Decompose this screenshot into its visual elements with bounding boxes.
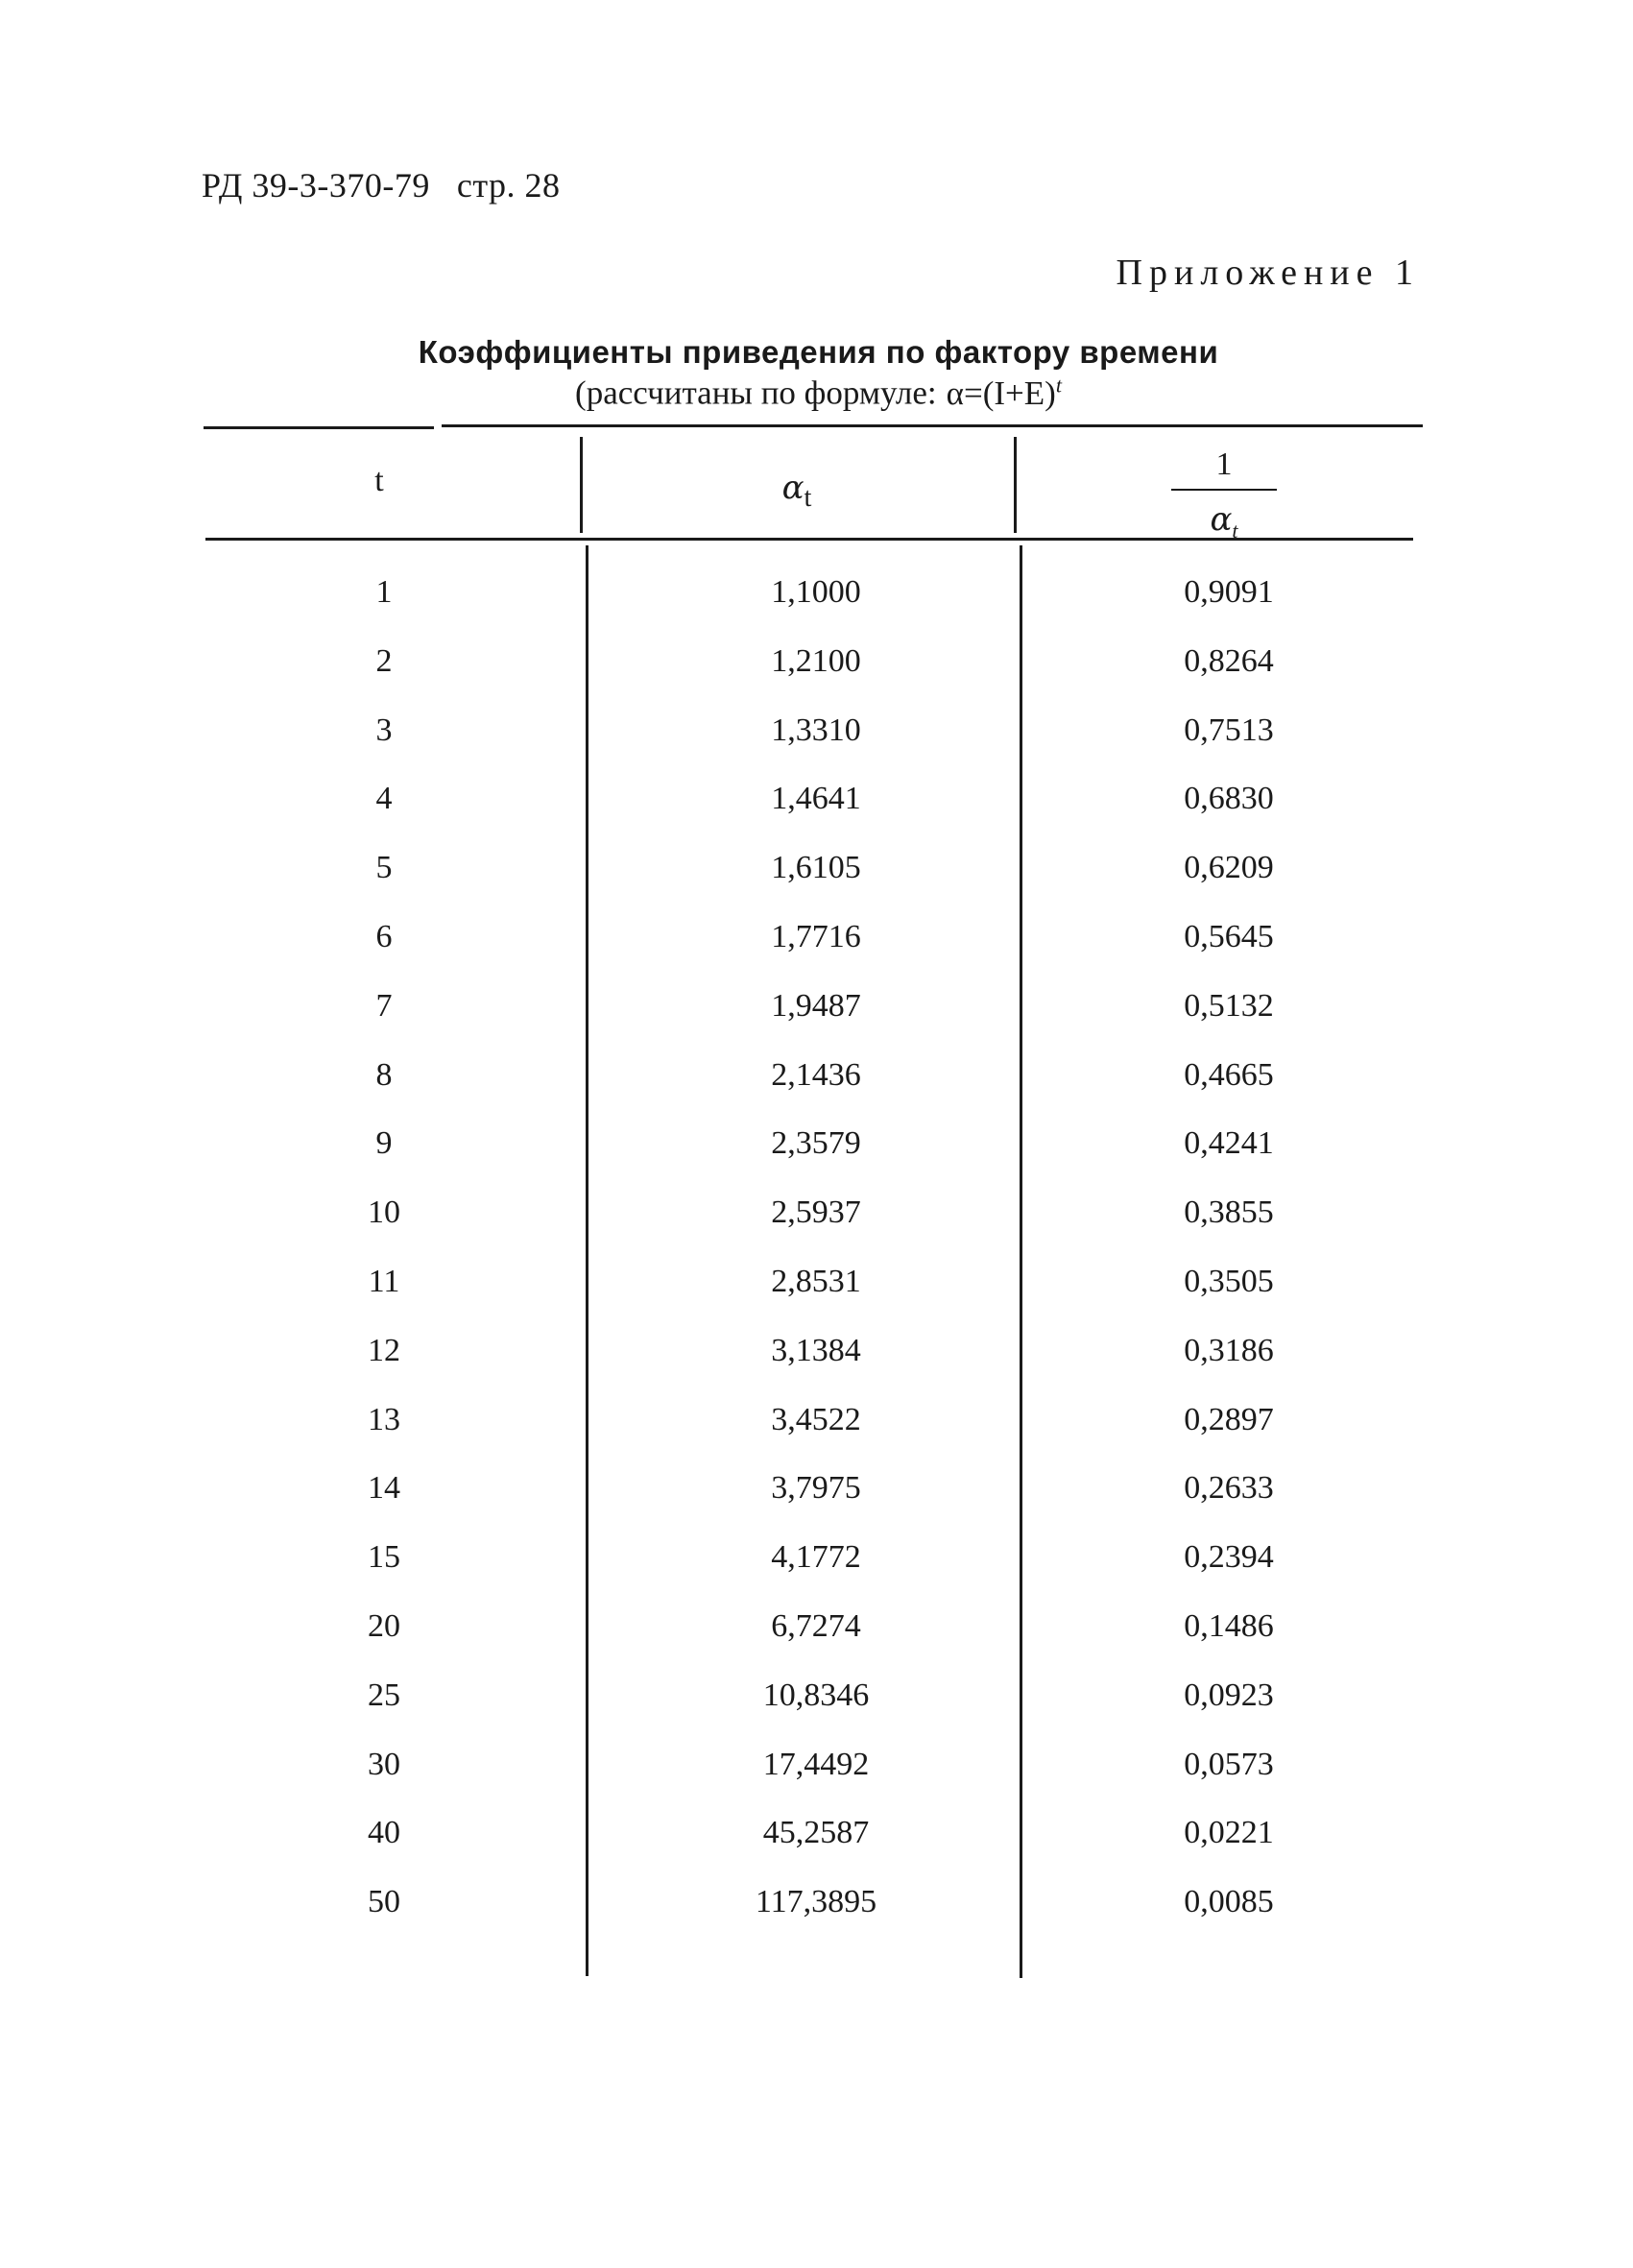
header-alpha	[739, 469, 854, 514]
cell-alpha: 117,3895	[755, 1884, 877, 1919]
cell-alpha: 2,3579	[771, 1125, 861, 1161]
reciprocal-numerator: 1	[1215, 446, 1233, 482]
table-row	[0, 1677, 1633, 1747]
table-row	[0, 712, 1633, 782]
cell-reciprocal: 0,8264	[1184, 643, 1274, 679]
table-top-rule	[204, 426, 434, 429]
fraction-bar	[1171, 489, 1277, 491]
cell-reciprocal: 0,2394	[1184, 1539, 1274, 1575]
table-row	[0, 1264, 1633, 1333]
reciprocal-denominator	[1210, 500, 1238, 543]
cell-t: 2	[375, 643, 393, 679]
table-subtitle	[202, 373, 1435, 413]
table-row	[0, 1333, 1633, 1402]
cell-t: 25	[368, 1677, 400, 1713]
table-row	[0, 574, 1633, 643]
cell-reciprocal: 0,6209	[1184, 850, 1274, 885]
table-row	[0, 1815, 1633, 1884]
cell-reciprocal: 0,5132	[1184, 988, 1274, 1024]
cell-reciprocal: 0,2897	[1184, 1402, 1274, 1437]
cell-t: 30	[368, 1747, 400, 1782]
cell-alpha: 1,7716	[771, 919, 861, 954]
cell-t: 14	[368, 1470, 400, 1506]
cell-t: 40	[368, 1815, 400, 1850]
cell-t: 9	[375, 1125, 393, 1161]
cell-alpha: 3,7975	[771, 1470, 861, 1506]
cell-alpha: 2,5937	[771, 1194, 861, 1230]
appendix-label: Приложение 1	[1116, 253, 1420, 293]
table-row	[0, 1194, 1633, 1264]
column-divider-1	[580, 437, 583, 533]
cell-reciprocal: 0,6830	[1184, 781, 1274, 816]
cell-reciprocal: 0,1486	[1184, 1608, 1274, 1644]
document-header	[202, 165, 561, 205]
doc-code: РД 39-3-370-79	[202, 166, 430, 205]
cell-t: 12	[368, 1333, 400, 1368]
formula	[947, 374, 1062, 412]
cell-reciprocal: 0,0573	[1184, 1747, 1274, 1782]
cell-reciprocal: 0,0923	[1184, 1677, 1274, 1713]
cell-alpha: 1,3310	[771, 712, 861, 748]
cell-reciprocal: 0,5645	[1184, 919, 1274, 954]
cell-t: 5	[375, 850, 393, 885]
cell-alpha: 1,1000	[771, 574, 861, 610]
cell-t: 15	[368, 1539, 400, 1575]
formula-text: α=(I+E)	[946, 374, 1056, 412]
cell-alpha: 1,4641	[771, 781, 861, 816]
cell-alpha: 17,4492	[762, 1747, 870, 1782]
table-row	[0, 988, 1633, 1057]
column-divider-2	[1014, 437, 1017, 533]
cell-t: 3	[375, 712, 393, 748]
cell-reciprocal: 0,4241	[1184, 1125, 1274, 1161]
cell-alpha: 45,2587	[762, 1815, 870, 1850]
header-t: t	[374, 463, 384, 498]
cell-t: 13	[368, 1402, 400, 1437]
table-row	[0, 1747, 1633, 1816]
cell-reciprocal: 0,0221	[1184, 1815, 1274, 1850]
cell-reciprocal: 0,3186	[1184, 1333, 1274, 1368]
cell-reciprocal: 0,3855	[1184, 1194, 1274, 1230]
cell-alpha: 1,6105	[771, 850, 861, 885]
cell-reciprocal: 0,9091	[1184, 574, 1274, 610]
table-title: Коэффициенты приведения по фактору времени	[418, 334, 1219, 370]
cell-t: 1	[375, 574, 393, 610]
cell-alpha: 1,9487	[771, 988, 861, 1024]
alpha-subscript-den: t	[1232, 518, 1238, 543]
cell-alpha: 1,2100	[771, 643, 861, 679]
cell-t: 6	[375, 919, 393, 954]
alpha-symbol-den: α	[1210, 500, 1233, 539]
header-reciprocal	[1171, 446, 1277, 543]
cell-alpha: 4,1772	[771, 1539, 861, 1575]
cell-t: 4	[375, 781, 393, 816]
cell-t: 50	[368, 1884, 400, 1919]
cell-alpha: 2,1436	[771, 1057, 861, 1093]
table-row	[0, 919, 1633, 988]
subtitle-prefix: (рассчитаны по формуле:	[575, 374, 937, 412]
cell-t: 7	[375, 988, 393, 1024]
cell-alpha: 3,1384	[771, 1333, 861, 1368]
table-row	[0, 1608, 1633, 1677]
alpha-symbol: α	[781, 469, 804, 507]
cell-t: 8	[375, 1057, 393, 1093]
alpha-subscript: t	[804, 482, 812, 513]
cell-t: 11	[368, 1264, 400, 1299]
table-row	[0, 1057, 1633, 1126]
cell-reciprocal: 0,3505	[1184, 1264, 1274, 1299]
cell-t: 10	[368, 1194, 400, 1230]
cell-alpha: 6,7274	[771, 1608, 861, 1644]
cell-t: 20	[368, 1608, 400, 1644]
cell-reciprocal: 0,7513	[1184, 712, 1274, 748]
page-label: стр. 28	[456, 166, 561, 205]
table-row	[0, 1402, 1633, 1471]
cell-reciprocal: 0,0085	[1184, 1884, 1274, 1919]
table-row	[0, 1539, 1633, 1608]
table-row	[0, 1884, 1633, 1953]
cell-reciprocal: 0,4665	[1184, 1057, 1274, 1093]
table-row	[0, 781, 1633, 850]
table-top-rule-right	[442, 424, 1423, 427]
table-row	[0, 1470, 1633, 1539]
cell-alpha: 2,8531	[771, 1264, 861, 1299]
cell-alpha: 10,8346	[762, 1677, 870, 1713]
table-row	[0, 643, 1633, 712]
cell-alpha: 3,4522	[771, 1402, 861, 1437]
table-row	[0, 1125, 1633, 1194]
table-row	[0, 850, 1633, 919]
cell-reciprocal: 0,2633	[1184, 1470, 1274, 1506]
formula-exponent: t	[1055, 373, 1062, 397]
